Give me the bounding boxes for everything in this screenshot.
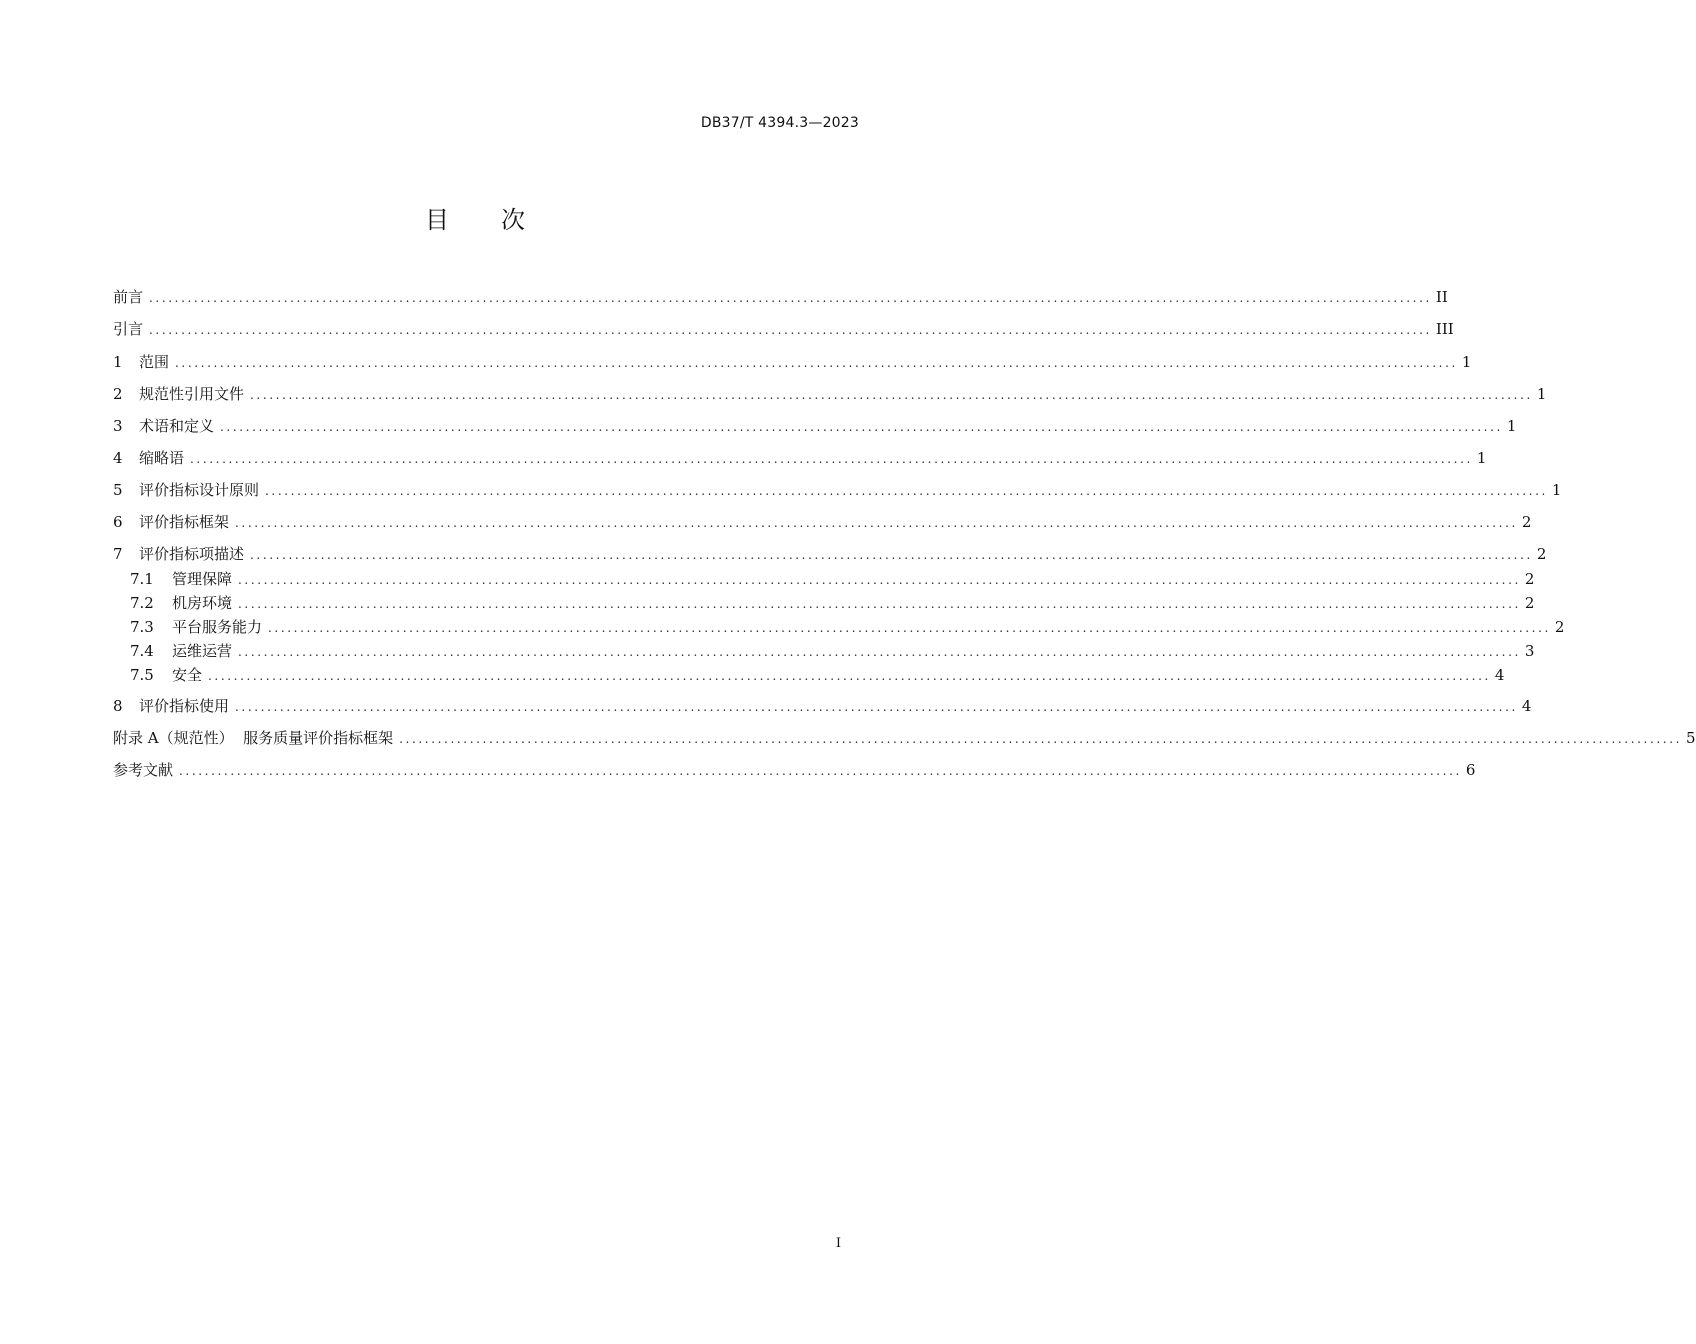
toc-leader-dots: ........................................................................................................................................................................................................: [149, 291, 1432, 305]
document-code: DB37/T 4394.3—2023: [700, 115, 859, 131]
page-title: [0, 200, 950, 235]
toc-entry-label: [113, 695, 231, 717]
toc-entry-title: 规范性引用文件: [139, 385, 245, 403]
toc-entry-title: 评价指标框架: [139, 513, 230, 531]
toc-leader-dots: ........................................................................................................................................................................................................: [265, 484, 1548, 498]
toc-entry[interactable]: [113, 415, 1517, 437]
toc-entry-title: 缩略语: [139, 449, 185, 467]
toc-entry-number: 6: [113, 513, 123, 531]
toc-entry-label: [113, 759, 175, 781]
toc-leader-dots: ........................................................................................................................................................................................................: [250, 388, 1533, 402]
toc-entry[interactable]: [130, 664, 1505, 686]
toc-entry[interactable]: [113, 543, 1547, 565]
toc-entry-title: 范围: [139, 353, 170, 371]
toc-entry-label: [113, 318, 145, 340]
toc-entry-label: [130, 568, 234, 590]
toc-entry[interactable]: [113, 695, 1532, 717]
toc-entry-label: [113, 727, 395, 749]
toc-entry-page: 1: [1551, 481, 1562, 499]
toc-leader-dots: ........................................................................................................................................................................................................: [175, 356, 1458, 370]
toc-entry-page: 3: [1524, 642, 1535, 660]
toc-entry-title: 术语和定义: [139, 417, 215, 435]
toc-entry-label: [113, 511, 231, 533]
toc-entry-page: III: [1435, 320, 1454, 338]
toc-entry-title: 评价指标使用: [139, 697, 230, 715]
toc-entry[interactable]: [130, 640, 1535, 662]
toc-entry-label: [113, 351, 171, 373]
toc-entry-label: [113, 479, 261, 501]
toc-leader-dots: ........................................................................................................................................................................................................: [238, 573, 1521, 587]
toc-entry-number: 4: [113, 449, 123, 467]
toc-entry[interactable]: [113, 511, 1532, 533]
toc-entry-label: [113, 447, 186, 469]
toc-entry-label: [130, 664, 204, 686]
toc-entry-page: 4: [1521, 697, 1532, 715]
toc-entry-number: 5: [113, 481, 123, 499]
toc-entry-title: 机房环境: [172, 594, 233, 612]
toc-leader-dots: ........................................................................................................................................................................................................: [179, 764, 1462, 778]
title-char-2: 次: [501, 206, 525, 234]
toc-leader-dots: ........................................................................................................................................................................................................: [399, 732, 1683, 746]
toc-entry[interactable]: [130, 592, 1535, 614]
toc-entry[interactable]: [113, 318, 1454, 340]
toc-leader-dots: ........................................................................................................................................................................................................: [208, 669, 1491, 683]
toc-entry-label: [113, 543, 246, 565]
toc-entry-title: 安全: [172, 666, 203, 684]
toc-entry-title: 附录 A（规范性） 服务质量评价指标框架: [113, 729, 394, 747]
toc-entry-page: 2: [1536, 545, 1547, 563]
toc-entry-page: 5: [1686, 729, 1696, 747]
toc-leader-dots: ........................................................................................................................................................................................................: [149, 323, 1432, 337]
toc-entry-title: 引言: [113, 320, 144, 338]
toc-entry-page: 2: [1521, 513, 1532, 531]
toc-entry[interactable]: [113, 383, 1547, 405]
toc-entry-page: 2: [1554, 618, 1565, 636]
toc-entry[interactable]: [113, 759, 1476, 781]
toc-entry-page: 4: [1494, 666, 1505, 684]
toc-entry-label: [130, 592, 234, 614]
toc-entry-page: 1: [1476, 449, 1487, 467]
toc-leader-dots: ........................................................................................................................................................................................................: [250, 548, 1533, 562]
toc-entry[interactable]: [113, 479, 1562, 501]
toc-entry-number: 7.4: [130, 642, 154, 660]
toc-entry-number: 7.5: [130, 666, 154, 684]
toc-entry-title: 管理保障: [172, 570, 233, 588]
toc-entry-page: 1: [1506, 417, 1517, 435]
title-char-1: 目: [425, 206, 449, 234]
toc-entry-page: 1: [1536, 385, 1547, 403]
toc-leader-dots: ........................................................................................................................................................................................................: [235, 700, 1518, 714]
toc-entry-number: 7.3: [130, 618, 154, 636]
toc-leader-dots: ........................................................................................................................................................................................................: [190, 452, 1473, 466]
toc-entry[interactable]: [113, 286, 1448, 308]
toc-leader-dots: ........................................................................................................................................................................................................: [238, 645, 1521, 659]
toc-entry[interactable]: [113, 351, 1472, 373]
toc-entry-page: 1: [1461, 353, 1472, 371]
toc-leader-dots: ........................................................................................................................................................................................................: [235, 516, 1518, 530]
toc-entry-page: 6: [1465, 761, 1476, 779]
toc-entry-label: [113, 286, 145, 308]
toc-entry[interactable]: [113, 447, 1487, 469]
toc-entry-title: 平台服务能力: [172, 618, 263, 636]
toc-entry[interactable]: [130, 616, 1565, 638]
toc-entry-label: [113, 415, 216, 437]
toc-entry-number: 7.1: [130, 570, 154, 588]
toc-leader-dots: ........................................................................................................................................................................................................: [268, 621, 1551, 635]
toc-entry-page: 2: [1524, 570, 1535, 588]
toc-entry-label: [130, 640, 234, 662]
toc-entry-number: 2: [113, 385, 123, 403]
toc-entry-label: [113, 383, 246, 405]
toc-entry-page: II: [1435, 288, 1448, 306]
toc-entry-label: [130, 616, 264, 638]
toc-entry-number: 7.2: [130, 594, 154, 612]
toc-entry-title: 评价指标项描述: [139, 545, 245, 563]
toc-leader-dots: ........................................................................................................................................................................................................: [220, 420, 1503, 434]
toc-entry[interactable]: [130, 568, 1535, 590]
toc-entry-title: 评价指标设计原则: [139, 481, 260, 499]
toc-entry-number: 7: [113, 545, 123, 563]
toc-entry-number: 3: [113, 417, 123, 435]
toc-entry[interactable]: [113, 727, 1696, 749]
toc-leader-dots: ........................................................................................................................................................................................................: [238, 597, 1521, 611]
toc-entry-number: 1: [113, 353, 123, 371]
page-number: I: [835, 1236, 841, 1251]
toc-entry-title: 运维运营: [172, 642, 233, 660]
toc-entry-title: 前言: [113, 288, 144, 306]
toc-entry-page: 2: [1524, 594, 1535, 612]
toc-entry-title: 参考文献: [113, 761, 174, 779]
toc-entry-number: 8: [113, 697, 123, 715]
